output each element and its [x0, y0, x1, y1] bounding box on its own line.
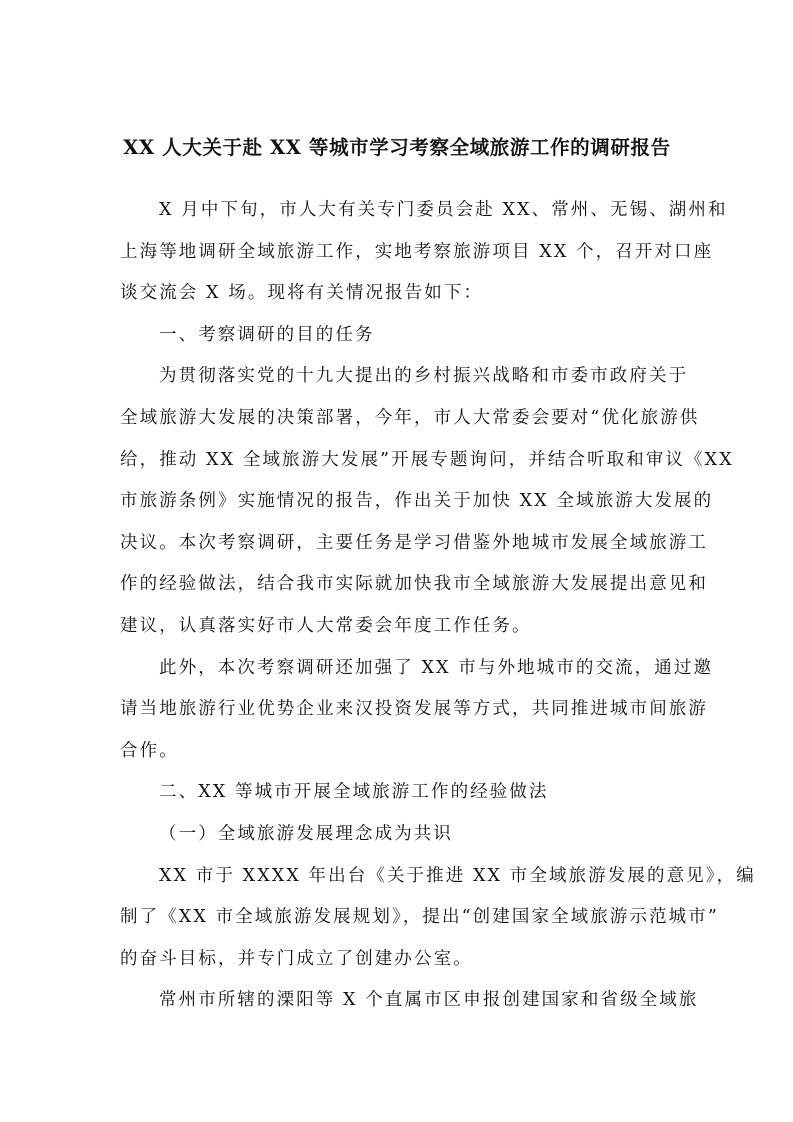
- text-line: 决议。本次考察调研，主要任务是学习借鉴外地城市发展全域旅游工: [120, 532, 708, 553]
- text-line: 市旅游条例》实施情况的报告，作出关于加快 XX 全域旅游大发展的: [120, 491, 714, 512]
- text-line: 一、考察调研的目的任务: [159, 324, 375, 345]
- paragraph: [120, 315, 674, 357]
- paragraph: [120, 648, 714, 773]
- text-line: 请当地旅游行业优势企业来汉投资发展等方式，共同推进城市间旅游: [120, 699, 708, 720]
- text-line: 全域旅游大发展的决策部署，今年，市人大常委会要对“优化旅游供: [120, 407, 700, 428]
- text-line: 二、XX 等城市开展全域旅游工作的经验做法: [159, 782, 549, 803]
- document-title: XX 人大关于赴 XX 等城市学习考察全域旅游工作的调研报告: [123, 136, 671, 159]
- text-line: 制了《XX 市全域旅游发展规划》，提出“创建国家全域旅游示范城市”: [120, 907, 719, 928]
- text-line: 的奋斗目标，并专门成立了创建办公室。: [120, 948, 473, 969]
- paragraph: [120, 814, 674, 856]
- text-line: 常州市所辖的溧阳等 X 个直属市区申报创建国家和省级全域旅: [159, 990, 699, 1011]
- text-line: 作的经验做法，结合我市实际就加快我市全域旅游大发展提出意见和: [120, 574, 708, 595]
- paragraph: [120, 856, 756, 981]
- text-line: 合作。: [120, 740, 179, 761]
- text-line: 给，推动 XX 全域旅游大发展”开展专题询问，并结合听取和审议《XX: [120, 449, 734, 470]
- text-line: 建议，认真落实好市人大常委会年度工作任务。: [120, 615, 532, 636]
- text-line: （一）全域旅游发展理念成为共识: [159, 823, 453, 844]
- text-line: 谈交流会 X 场。现将有关情况报告如下：: [120, 283, 484, 304]
- paragraph: [120, 190, 728, 315]
- text-line: 为贯彻落实党的十九大提出的乡村振兴战略和市委市政府关于: [159, 366, 689, 387]
- text-line: XX 市于 XXXX 年出台《关于推进 XX 市全域旅游发展的意见》，编: [159, 865, 756, 886]
- document-body: [120, 190, 756, 1022]
- text-line: 上海等地调研全域旅游工作，实地考察旅游项目 XX 个，召开对口座: [120, 241, 714, 262]
- text-line: X 月中下旬，市人大有关专门委员会赴 XX、常州、无锡、湖州和: [159, 200, 728, 220]
- text-line: 此外，本次考察调研还加强了 XX 市与外地城市的交流，通过邀: [159, 657, 714, 678]
- paragraph: [120, 356, 734, 647]
- document-page: [120, 128, 756, 1022]
- paragraph: [120, 772, 674, 814]
- paragraph: [120, 980, 699, 1022]
